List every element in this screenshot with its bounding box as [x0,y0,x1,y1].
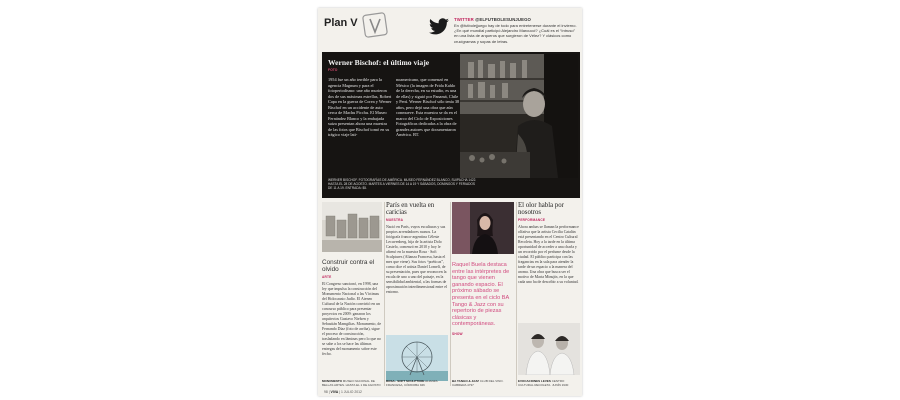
twitter-header: TWITTER @ELFUTBOLESUNJUEGO [454,17,531,22]
feature-title: Werner Bischof: el último viaje [328,58,430,67]
masthead [318,8,582,52]
page-number: 98 [324,390,328,394]
twitter-body: En @futbolejjuego hay de todo para entretenerse durante el invierno. ¿En qué mundial participó Alejandro Marcucci? ¿Cuál es el “Intruso” en una lista de arqueros que surgieron de Vélez? Y clásicos como crucigramas y sopas de letras. [454,23,577,44]
article-kicker: PERFORMANCE [518,217,546,222]
monument-blocks-photo [322,202,382,252]
article-body: Ahora ambas se llaman la performance olfativa que la artista Cecilia Catalán está presentando en el Centro Cultural Recoleta. Hoy a la tarde en la última oportunidad de acceder a una charla y un recorrido por el perfume desde la ciudad. El público participa con las fragancias en la sala para atender la tarde de un espacio a la manera del aroma. Una obra que busca ser el motivo de Marta Minujín, en la que cada uno ha de describir a su voluntad. [518,224,579,284]
column-divider [450,202,451,386]
plan-v-logo-icon [362,10,388,40]
article-body: El Congreso sancionó, en 1998, una ley que impulsa la construcción del Monumento Nacional a las Víctimas del Holocausto Judío. El Ateneo Cultural de la Nación convirtió en un concurso público para presentar proyectos en 2009: ganaron los arquitectos Gustavo Nielsen y Sebastián Mamgilias. Monumento, de Fernando Díaz (foto de arriba), sigue el proceso de construcción, trasladando en láminas pero lo que no se sabe a los se hace las últimas entregas del monumento sobre este fecho. [322,281,382,356]
column-divider [516,202,517,386]
article-kicker: ARTE [322,274,332,279]
article-body: Raquel Buela destaca entre las intérpretes de tango que vienen ganando espacio. El próximo sábado se presenta en el ciclo BA Tango & Jazz con su repertorio de piezas clásicas y contemporáneas. [452,262,510,328]
article-body: Nació en París, vuyos esculturas y sus propios arrendadores ruanos. La fotógrafa franco-argentina Céleste Lecuvenberg, hija de la artista Dolo Castelo, comenzó en 2010 y hoy le afirmó en la muestra Rosa · Soft Sculptures (Alianza Francesa, hasta el mes que viene). Sus fotos “poéticas”, como dice el artista Daniel Lomelí, de su presentación, pues que reconocen la escala de uno a uno del paisaje, en la sensibilidad ambiental, a las formas de aproximación interdimensional entre el entorno. [386,224,448,294]
article-credit: EVOCACIONES LEVES CENTRO CULTURAL RECOLETA. JUNÍN 1930 [518,379,569,388]
ferris-wheel-photo [386,335,448,381]
brand-name: VIVA [330,390,339,394]
article-kicker: SHOW [452,331,463,336]
magazine-page [318,8,582,396]
article-title: Construir contra el olvido [322,259,375,274]
feature-body-column-2: noamericano, que comenzó en México (la imagen de Frida Kahlo de la derecha, en su estudio, es una de ellas) y siguió por Panamá, Chile y Perú. Werner Bischof sólo tenía 38 años, pero dejó una obra que aún conmueve. Esta muestra se da en el marco del Ciclo de Exposiciones Fotográficas dedicadas a la obra de grandes autores que documentaron América. BT. [396,77,460,137]
article-paris [386,202,448,392]
section-title: Plan V [324,17,358,29]
article-olor [518,202,580,392]
issue-date: 1 JULIO 2012 [340,390,362,394]
article-title: El olor habla por nosotros [518,202,564,217]
article-construir [322,202,382,392]
feature-body-column-1: 1954 fue un año terrible para la agencia Magnum y para el fotoperiodismo: une año murieron dos de sus máximas estrellas, Robert Capa en la guerra de Corea y Werner Bischof en un accidente de auto cerca de Machu Picchu. El Museo Fernández Blanco y la embajada suiza presentan ahora una muestra de las fotos que Bischof tomó en su trágico viaje lati- [328,77,392,137]
article-title: París en vuelta en caricias [386,202,435,217]
frida-kahlo-studio-photo [460,54,578,178]
feature-caption: WERNER BISCHOF. FOTOGRAFÍAS DE AMÉRICA. MUSEO FERNÁNDEZ BLANCO, SUIPACHA 1422. HASTA EL 28 DE AGOSTO. MARTES A VIERNES DE 14 A 19 Y SÁBADOS, DOMINGOS Y FERIADOS DE 11 A 19. ENTRADA: $5. [328,178,477,191]
column-divider [384,202,385,386]
page-footer: 98 | VIVA | 1 JULIO 2012 [324,390,362,394]
feature-kicker: FOTO [328,68,338,72]
article-credit: MONUMENTO MUSEO NACIONAL DE BELLAS ARTES. HASTA EL 1 DE AGOSTO [322,379,381,388]
twitter-bird-icon [428,18,450,36]
article-credit: ROSA · SOFT SCULPTURE ALIANZA FRANCESA, CÓRDOBA 946 [386,379,438,388]
singer-portrait-photo [452,202,514,254]
article-kicker: MUESTRA [386,217,404,222]
article-raquel-buela [452,202,514,392]
performance-photo [518,323,580,375]
feature-article [322,52,580,198]
article-credit: BA TANGO & JAZZ CLUB DEL VINO. CABRERA 4737 [452,379,504,388]
